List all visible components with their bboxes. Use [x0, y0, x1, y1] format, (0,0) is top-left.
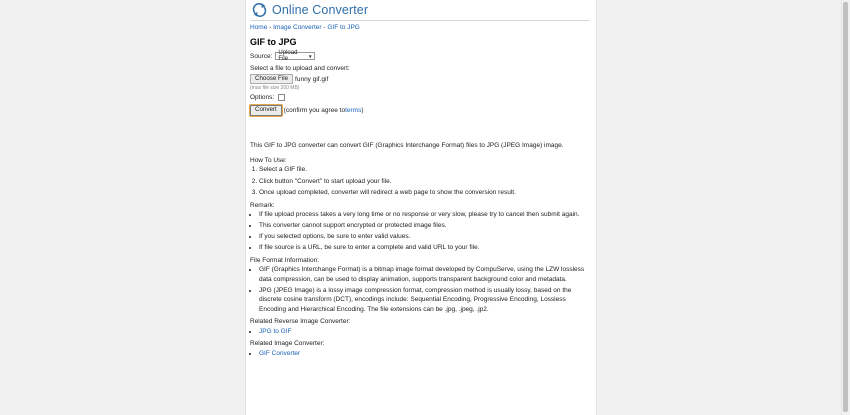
remark-title: Remark:: [250, 201, 275, 209]
breadcrumb-separator: -: [267, 24, 274, 31]
main-content: [250, 0, 590, 360]
how-to-title: How To Use:: [250, 156, 287, 164]
remark-list: [250, 210, 590, 253]
related-list: [250, 349, 590, 359]
source-select-value: Upload File: [278, 50, 298, 62]
related-reverse-title: Related Reverse Image Converter:: [250, 318, 351, 325]
page-title: GIF to JPG: [250, 37, 297, 47]
agree-suffix: ): [361, 107, 364, 114]
remark-section: [250, 201, 590, 253]
source-label: Source:: [250, 52, 273, 60]
page-container: [245, 0, 597, 415]
format-info-section: [250, 256, 590, 315]
list-item: 1. Select a GIF file.: [259, 165, 590, 175]
options-checkbox[interactable]: [278, 94, 285, 101]
list-item: • This converter cannot support encrypted or protected image files.: [259, 221, 590, 231]
breadcrumb-current-link[interactable]: GIF to JPG: [327, 24, 360, 31]
how-to-section: [250, 156, 590, 198]
select-file-label: Select a file to upload and convert:: [250, 65, 350, 72]
related-reverse-link[interactable]: JPG to GIF: [259, 327, 292, 335]
file-size-hint: (max file size 200 MB): [250, 85, 300, 91]
format-info-title: File Format Information:: [250, 256, 319, 264]
list-item: [259, 327, 590, 337]
related-reverse-list: [250, 327, 590, 337]
scrollbar-thumb[interactable]: [843, 2, 848, 412]
agree-text: (confirm you agree to: [283, 107, 346, 114]
options-row: [250, 94, 590, 101]
breadcrumb: [250, 24, 590, 31]
source-row: [250, 52, 590, 60]
logo-text[interactable]: Online Converter: [272, 3, 369, 17]
how-to-steps: [250, 165, 590, 198]
chevron-down-icon: ▼: [307, 53, 313, 59]
choose-file-button[interactable]: Choose File: [250, 74, 293, 84]
list-item: • GIF (Graphics Interchange Format) is a bitmap image format developed by CompuServe, using the LZW lossless data compression, can be used to display animation, supports transparent background color and metadata.: [259, 265, 590, 284]
list-item: 3. Once upload completed, converter will redirect a web page to show the conversion result.: [259, 188, 590, 198]
list-item: • If file source is a URL, be sure to enter a complete and valid URL to your file.: [259, 243, 590, 253]
list-item: • JPG (JPEG Image) is a lossy image compression format, compression method is usually lossy, based on the discrete cosine transform (DCT), encodings include: Sequential Encoding, Progressive Encoding, Lossless Encoding and Hierarchical Encoding. The file extensions can be .jpg, .jpeg, .jp2.: [259, 286, 590, 315]
related-reverse-section: [250, 317, 590, 336]
breadcrumb-separator: -: [321, 24, 328, 31]
list-item: [259, 349, 590, 359]
logo-icon[interactable]: [252, 3, 267, 17]
vertical-scrollbar[interactable]: [841, 0, 850, 415]
related-link[interactable]: GIF Converter: [259, 349, 301, 357]
source-select[interactable]: [275, 52, 315, 60]
description-text: This GIF to JPG converter can convert GIF (Graphics Interchange Format) files to JPG (JPEG Image) image.: [250, 142, 564, 149]
terms-link[interactable]: terms: [345, 107, 362, 114]
format-info-list: [250, 265, 590, 314]
file-input-row: [250, 74, 590, 84]
related-section: [250, 339, 590, 358]
related-title: Related Image Converter:: [250, 340, 325, 347]
site-header: [250, 0, 590, 21]
convert-row: [250, 105, 590, 116]
breadcrumb-home-link[interactable]: Home: [250, 24, 268, 31]
list-item: • If you selected options, be sure to enter valid values.: [259, 232, 590, 242]
convert-button[interactable]: Convert: [250, 105, 282, 116]
selected-file-name: funny gif.gif: [295, 75, 329, 83]
breadcrumb-category-link[interactable]: Image Converter: [273, 24, 322, 31]
options-label: Options:: [250, 94, 275, 101]
list-item: • If file upload process takes a very long time or no response or very slow, please try to cancel then submit again.: [259, 210, 590, 220]
list-item: 2. Click button "Convert" to start upload your file.: [259, 177, 590, 187]
